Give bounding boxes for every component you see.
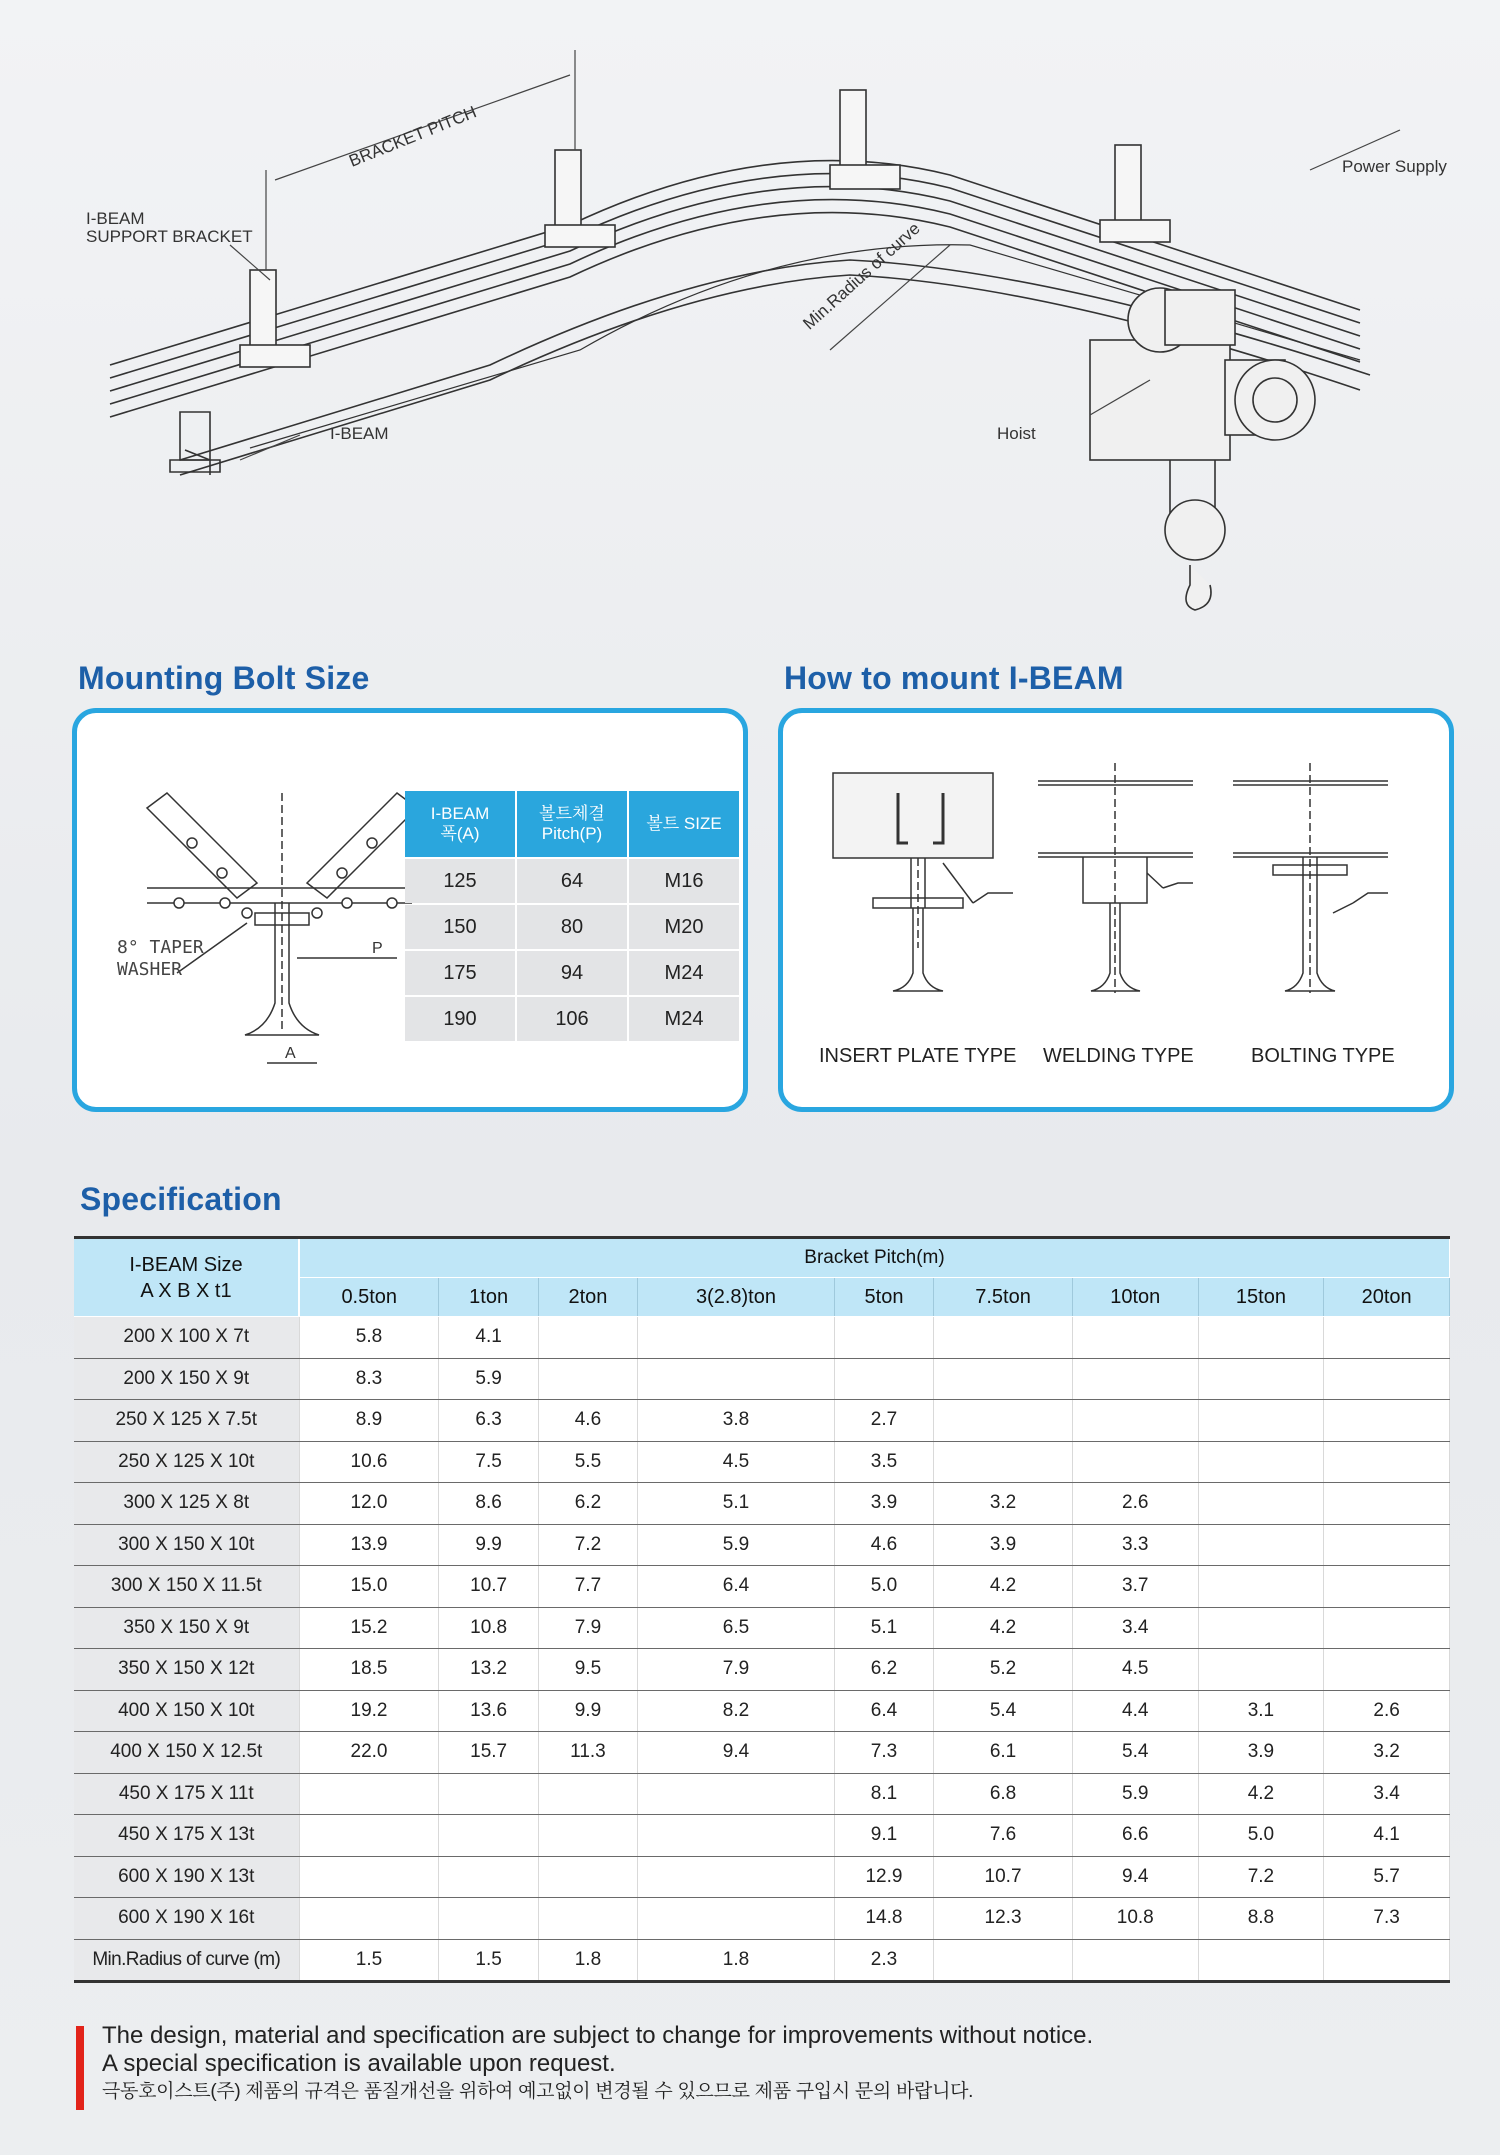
pitch-value-cell: 3.4 (1072, 1607, 1198, 1649)
pitch-value-cell (934, 1400, 1073, 1442)
spec-row (74, 1524, 1450, 1566)
bolt-cell: 106 (517, 997, 627, 1041)
ton-column-header: 10ton (1072, 1278, 1198, 1317)
pitch-value-cell: 3.1 (1198, 1690, 1324, 1732)
pitch-value-cell: 7.3 (1324, 1898, 1450, 1940)
spec-row (74, 1690, 1450, 1732)
mounting-bolt-panel (72, 708, 748, 1112)
pitch-value-cell: 4.5 (638, 1441, 835, 1483)
min-radius-label: Min.Radius of curve (799, 218, 924, 334)
bolt-table-body (405, 859, 739, 1041)
pitch-value-cell: 3.3 (1072, 1524, 1198, 1566)
pitch-value-cell: 8.1 (834, 1773, 933, 1815)
pitch-value-cell: 3.8 (638, 1400, 835, 1442)
pitch-value-cell: 3.2 (934, 1483, 1073, 1525)
pitch-value-cell (1198, 1649, 1324, 1691)
pitch-value-cell: 2.6 (1324, 1690, 1450, 1732)
pitch-value-cell: 12.3 (934, 1898, 1073, 1940)
bolt-cell: M24 (629, 997, 739, 1041)
welding-type-label: WELDING TYPE (1043, 1045, 1194, 1067)
specification-table (74, 1236, 1450, 1983)
bolt-cell: M16 (629, 859, 739, 903)
pitch-value-cell: 2.3 (834, 1939, 933, 1982)
pitch-value-cell: 5.7 (1324, 1856, 1450, 1898)
pitch-value-cell: 7.6 (934, 1815, 1073, 1857)
pitch-value-cell (1072, 1317, 1198, 1359)
pitch-value-cell (638, 1358, 835, 1400)
pitch-value-cell (1324, 1649, 1450, 1691)
ibeam-size-cell: 450 X 175 X 11t (74, 1773, 299, 1815)
pitch-value-cell: 5.9 (638, 1524, 835, 1566)
pitch-value-cell: 12.9 (834, 1856, 933, 1898)
pitch-value-cell: 8.8 (1198, 1898, 1324, 1940)
pitch-value-cell (1324, 1566, 1450, 1608)
pitch-value-cell: 6.3 (439, 1400, 538, 1442)
ibeam-size-cell: 600 X 190 X 13t (74, 1856, 299, 1898)
pitch-value-cell (538, 1898, 637, 1940)
pitch-value-cell: 19.2 (299, 1690, 439, 1732)
pitch-value-cell: 5.0 (834, 1566, 933, 1608)
pitch-value-cell (638, 1773, 835, 1815)
spec-row (74, 1732, 1450, 1774)
bolt-mount-diagram (107, 773, 447, 1073)
pitch-value-cell: 7.9 (638, 1649, 835, 1691)
ton-column-header: 3(2.8)ton (638, 1278, 835, 1317)
pitch-value-cell: 9.9 (538, 1690, 637, 1732)
pitch-value-cell: 5.9 (1072, 1773, 1198, 1815)
bolt-cell: 150 (405, 905, 515, 949)
pitch-value-cell: 6.6 (1072, 1815, 1198, 1857)
pitch-value-cell: 4.1 (439, 1317, 538, 1359)
pitch-value-cell: 1.5 (299, 1939, 439, 1982)
mounting-bolt-title: Mounting Bolt Size (78, 660, 370, 696)
pitch-value-cell (1324, 1524, 1450, 1566)
ton-column-header: 15ton (1198, 1278, 1324, 1317)
pitch-value-cell (538, 1856, 637, 1898)
pitch-value-cell: 10.6 (299, 1441, 439, 1483)
mount-types-diagram (813, 753, 1433, 1003)
ibeam-size-cell: 250 X 125 X 10t (74, 1441, 299, 1483)
pitch-value-cell (439, 1856, 538, 1898)
pitch-value-cell: 10.7 (439, 1566, 538, 1608)
pitch-value-cell: 10.8 (1072, 1898, 1198, 1940)
pitch-value-cell: 4.4 (1072, 1690, 1198, 1732)
ton-column-header: 1ton (439, 1278, 538, 1317)
pitch-value-cell (1198, 1317, 1324, 1359)
bolt-size-table (403, 789, 741, 1043)
pitch-value-cell (1324, 1939, 1450, 1982)
pitch-value-cell (299, 1815, 439, 1857)
pitch-value-cell: 4.2 (934, 1607, 1073, 1649)
pitch-value-cell (638, 1898, 835, 1940)
ibeam-size-cell: 300 X 150 X 11.5t (74, 1566, 299, 1608)
pitch-value-cell: 6.4 (638, 1566, 835, 1608)
power-supply-label: Power Supply (1342, 157, 1447, 176)
pitch-value-cell: 5.5 (538, 1441, 637, 1483)
pitch-value-cell: 6.1 (934, 1732, 1073, 1774)
pitch-value-cell: 3.9 (834, 1483, 933, 1525)
ibeam-size-cell: 200 X 100 X 7t (74, 1317, 299, 1359)
ton-column-header: 20ton (1324, 1278, 1450, 1317)
pitch-value-cell (1324, 1483, 1450, 1525)
ibeam-size-cell: 300 X 150 X 10t (74, 1524, 299, 1566)
pitch-value-cell: 10.7 (934, 1856, 1073, 1898)
pitch-value-cell: 3.5 (834, 1441, 933, 1483)
ton-column-header: 7.5ton (934, 1278, 1073, 1317)
spec-row (74, 1317, 1450, 1359)
pitch-value-cell: 4.6 (834, 1524, 933, 1566)
pitch-value-cell (638, 1815, 835, 1857)
pitch-value-cell (934, 1441, 1073, 1483)
pitch-value-cell: 15.0 (299, 1566, 439, 1608)
pitch-value-cell: 5.2 (934, 1649, 1073, 1691)
mount-ibeam-panel (778, 708, 1454, 1112)
note-line-2: A special specification is available upon request. (102, 2050, 616, 2077)
bolt-row (405, 905, 739, 949)
bracket-pitch-header: Bracket Pitch(m) (299, 1238, 1450, 1278)
bolt-header-width: I-BEAM 폭(A) (405, 791, 515, 857)
ibeam-size-cell: 450 X 175 X 13t (74, 1815, 299, 1857)
mount-ibeam-title: How to mount I-BEAM (784, 660, 1124, 696)
ibeam-size-cell: 350 X 150 X 9t (74, 1607, 299, 1649)
taper-label-line1: 8° TAPER (117, 937, 204, 958)
pitch-value-cell: 5.4 (1072, 1732, 1198, 1774)
pitch-value-cell (538, 1358, 637, 1400)
pitch-value-cell: 11.3 (538, 1732, 637, 1774)
pitch-value-cell: 6.2 (538, 1483, 637, 1525)
pitch-value-cell: 13.9 (299, 1524, 439, 1566)
ibeam-size-cell: 350 X 150 X 12t (74, 1649, 299, 1691)
bolt-cell: 80 (517, 905, 627, 949)
pitch-value-cell (834, 1358, 933, 1400)
pitch-value-cell: 7.2 (538, 1524, 637, 1566)
note-line-3: 극동호이스트(주) 제품의 규격은 품질개선을 위하여 예고없이 변경될 수 있으므로 제품 구입시 문의 바랍니다. (102, 2081, 974, 2102)
bolting-type-label: BOLTING TYPE (1251, 1045, 1395, 1067)
ibeam-label: I-BEAM (330, 424, 389, 443)
pitch-value-cell (1324, 1400, 1450, 1442)
pitch-value-cell (299, 1856, 439, 1898)
spec-row (74, 1856, 1450, 1898)
pitch-value-cell: 7.3 (834, 1732, 933, 1774)
pitch-value-cell: 13.2 (439, 1649, 538, 1691)
ibeam-size-cell: 600 X 190 X 16t (74, 1898, 299, 1940)
bolt-row (405, 951, 739, 995)
pitch-value-cell: 5.0 (1198, 1815, 1324, 1857)
pitch-value-cell: 4.2 (934, 1566, 1073, 1608)
pitch-value-cell: 9.5 (538, 1649, 637, 1691)
ibeam-size-cell: 400 X 150 X 10t (74, 1690, 299, 1732)
monorail-illustration (70, 20, 1470, 620)
pitch-value-cell: 3.9 (934, 1524, 1073, 1566)
spec-row (74, 1566, 1450, 1608)
pitch-value-cell: 4.2 (1198, 1773, 1324, 1815)
ibeam-size-cell: 200 X 150 X 9t (74, 1358, 299, 1400)
bolt-cell: 125 (405, 859, 515, 903)
insert-plate-type-label: INSERT PLATE TYPE (819, 1045, 1017, 1067)
pitch-value-cell: 5.1 (638, 1483, 835, 1525)
pitch-value-cell (934, 1317, 1073, 1359)
pitch-value-cell: 12.0 (299, 1483, 439, 1525)
ibeam-size-cell: Min.Radius of curve (m) (74, 1939, 299, 1982)
pitch-value-cell (439, 1898, 538, 1940)
pitch-value-cell (1198, 1441, 1324, 1483)
ibeam-size-cell: 300 X 125 X 8t (74, 1483, 299, 1525)
pitch-value-cell: 3.9 (1198, 1732, 1324, 1774)
pitch-value-cell (439, 1773, 538, 1815)
spec-row (74, 1815, 1450, 1857)
pitch-value-cell: 5.1 (834, 1607, 933, 1649)
pitch-value-cell: 7.7 (538, 1566, 637, 1608)
ton-column-header: 2ton (538, 1278, 637, 1317)
spec-row (74, 1358, 1450, 1400)
notes-block (102, 2022, 1093, 2106)
pitch-value-cell: 4.6 (538, 1400, 637, 1442)
width-a-label: A (285, 1045, 296, 1062)
ton-column-header: 0.5ton (299, 1278, 439, 1317)
pitch-value-cell (538, 1815, 637, 1857)
spec-row (74, 1441, 1450, 1483)
pitch-value-cell: 4.1 (1324, 1815, 1450, 1857)
pitch-value-cell: 13.6 (439, 1690, 538, 1732)
pitch-value-cell (934, 1939, 1073, 1982)
pitch-value-cell (1072, 1400, 1198, 1442)
pitch-value-cell: 9.9 (439, 1524, 538, 1566)
note-line-1: The design, material and specification are subject to change for improvements without notice. (102, 2022, 1094, 2049)
pitch-value-cell: 15.2 (299, 1607, 439, 1649)
support-bracket-label-line1: I-BEAM (86, 209, 145, 228)
bolt-row (405, 859, 739, 903)
spec-row (74, 1773, 1450, 1815)
spec-table-body (74, 1317, 1450, 1982)
pitch-value-cell (439, 1815, 538, 1857)
pitch-value-cell: 5.9 (439, 1358, 538, 1400)
ton-column-header: 5ton (834, 1278, 933, 1317)
pitch-value-cell: 5.8 (299, 1317, 439, 1359)
ibeam-size-cell: 400 X 150 X 12.5t (74, 1732, 299, 1774)
pitch-value-cell: 9.4 (1072, 1856, 1198, 1898)
specification-title: Specification (80, 1181, 282, 1217)
pitch-value-cell: 10.8 (439, 1607, 538, 1649)
pitch-value-cell (638, 1317, 835, 1359)
welding-diagram (1038, 763, 1193, 993)
pitch-value-cell (1198, 1483, 1324, 1525)
pitch-value-cell: 6.4 (834, 1690, 933, 1732)
pitch-value-cell (299, 1773, 439, 1815)
spec-row (74, 1483, 1450, 1525)
pitch-value-cell: 6.2 (834, 1649, 933, 1691)
hoist-label: Hoist (997, 424, 1036, 443)
insert-plate-diagram (833, 773, 1013, 991)
bolt-cell: 175 (405, 951, 515, 995)
pitch-value-cell (1072, 1358, 1198, 1400)
pitch-value-cell: 8.3 (299, 1358, 439, 1400)
spec-row (74, 1607, 1450, 1649)
pitch-value-cell: 7.2 (1198, 1856, 1324, 1898)
curved-ibeam-drawing (70, 20, 1470, 620)
pitch-value-cell: 18.5 (299, 1649, 439, 1691)
bolt-header-pitch: 볼트체결 Pitch(P) (517, 791, 627, 857)
spec-row (74, 1649, 1450, 1691)
bolt-cell: 190 (405, 997, 515, 1041)
support-bracket-label-line2: SUPPORT BRACKET (86, 227, 253, 246)
pitch-value-cell: 14.8 (834, 1898, 933, 1940)
pitch-value-cell: 15.7 (439, 1732, 538, 1774)
pitch-value-cell (1198, 1939, 1324, 1982)
pitch-value-cell (934, 1358, 1073, 1400)
spec-row (74, 1898, 1450, 1940)
pitch-value-cell: 1.5 (439, 1939, 538, 1982)
support-bracket-label (86, 210, 253, 246)
bolt-cell: 64 (517, 859, 627, 903)
spec-row (74, 1939, 1450, 1982)
pitch-value-cell (1324, 1441, 1450, 1483)
pitch-value-cell: 6.8 (934, 1773, 1073, 1815)
bolting-diagram (1233, 763, 1388, 993)
pitch-p-label: P (372, 940, 383, 957)
pitch-value-cell: 3.2 (1324, 1732, 1450, 1774)
pitch-value-cell: 3.4 (1324, 1773, 1450, 1815)
taper-washer-label (117, 937, 204, 981)
pitch-value-cell (1072, 1441, 1198, 1483)
pitch-value-cell: 7.9 (538, 1607, 637, 1649)
pitch-value-cell (1198, 1607, 1324, 1649)
pitch-value-cell (1198, 1524, 1324, 1566)
pitch-value-cell: 9.1 (834, 1815, 933, 1857)
pitch-value-cell (1324, 1317, 1450, 1359)
bolt-cell: 94 (517, 951, 627, 995)
pitch-value-cell: 7.5 (439, 1441, 538, 1483)
pitch-value-cell: 3.7 (1072, 1566, 1198, 1608)
note-accent-bar (76, 2026, 84, 2110)
pitch-value-cell (1324, 1358, 1450, 1400)
bracket-pitch-label: BRACKET PITCH (346, 102, 480, 171)
taper-label-line2: WASHER (117, 959, 183, 980)
pitch-value-cell: 8.6 (439, 1483, 538, 1525)
ibeam-size-cell: 250 X 125 X 7.5t (74, 1400, 299, 1442)
pitch-value-cell (1198, 1566, 1324, 1608)
pitch-value-cell: 2.6 (1072, 1483, 1198, 1525)
pitch-value-cell: 1.8 (538, 1939, 637, 1982)
pitch-value-cell (1198, 1358, 1324, 1400)
pitch-value-cell (538, 1317, 637, 1359)
pitch-value-cell: 2.7 (834, 1400, 933, 1442)
pitch-value-cell: 4.5 (1072, 1649, 1198, 1691)
pitch-value-cell: 1.8 (638, 1939, 835, 1982)
pitch-value-cell: 22.0 (299, 1732, 439, 1774)
bolt-header-size: 볼트 SIZE (629, 791, 739, 857)
bolt-cell: M20 (629, 905, 739, 949)
bolt-cell: M24 (629, 951, 739, 995)
spec-row (74, 1400, 1450, 1442)
pitch-value-cell (1072, 1939, 1198, 1982)
pitch-value-cell: 8.2 (638, 1690, 835, 1732)
pitch-value-cell: 6.5 (638, 1607, 835, 1649)
pitch-value-cell (834, 1317, 933, 1359)
pitch-value-cell (638, 1856, 835, 1898)
pitch-value-cell (1198, 1400, 1324, 1442)
pitch-value-cell: 9.4 (638, 1732, 835, 1774)
pitch-value-cell (538, 1773, 637, 1815)
bolt-row (405, 997, 739, 1041)
pitch-value-cell (1324, 1607, 1450, 1649)
pitch-value-cell: 8.9 (299, 1400, 439, 1442)
pitch-value-cell: 5.4 (934, 1690, 1073, 1732)
pitch-value-cell (299, 1898, 439, 1940)
size-header: I-BEAM Size A X B X t1 (74, 1238, 299, 1317)
